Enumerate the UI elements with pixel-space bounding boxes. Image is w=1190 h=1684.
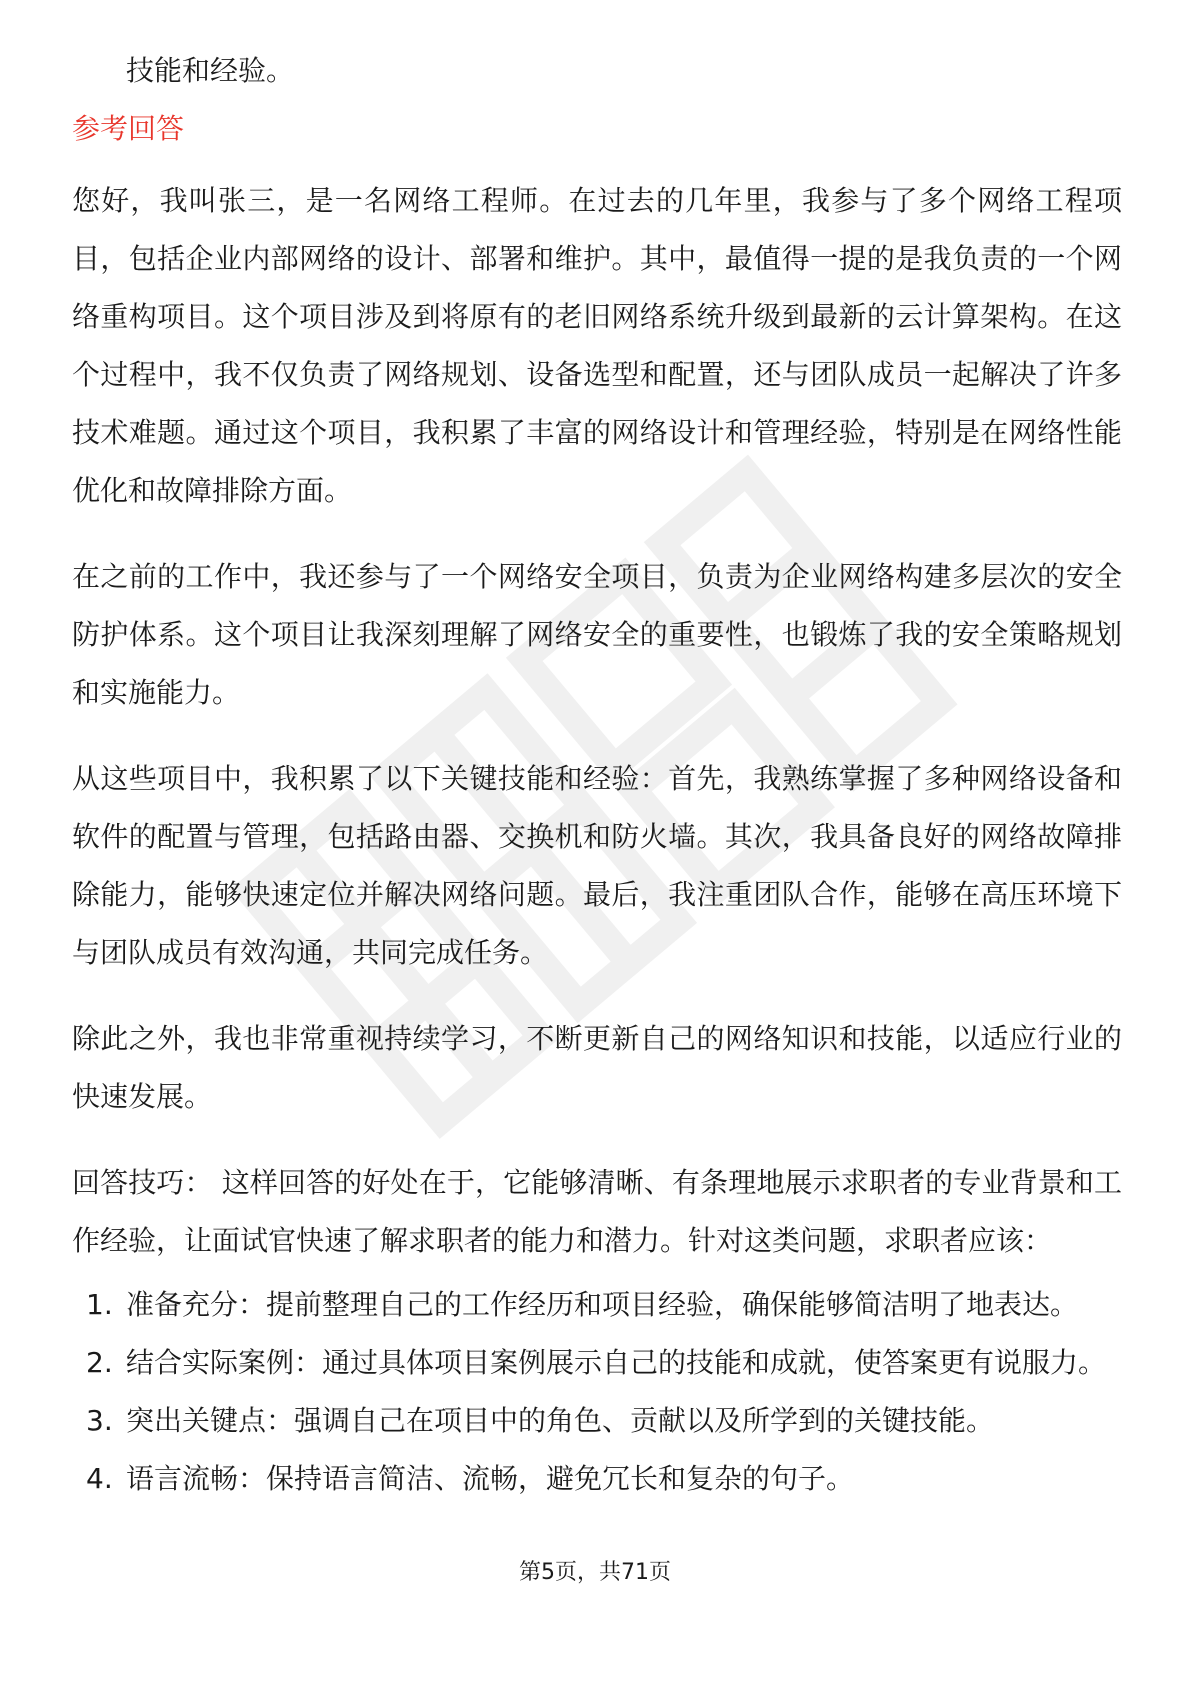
list-number: 3. xyxy=(86,1404,113,1437)
list-item xyxy=(72,1276,1122,1334)
section-heading: 参考回答 xyxy=(72,112,185,145)
tips-list xyxy=(72,1276,1122,1508)
paragraph-tips: 回答技巧： 这样回答的好处在于，它能够清晰、有条理地展示求职者的专业背景和工作经验，让面试官快速了解求职者的能力和潜力。针对这类问题，求职者应该： xyxy=(72,1166,1122,1257)
list-number: 2. xyxy=(86,1346,113,1379)
list-text: 准备充分：提前整理自己的工作经历和项目经验，确保能够简洁明了地表达。 xyxy=(126,1288,1079,1321)
document-body xyxy=(72,42,1122,1508)
paragraph-3: 从这些项目中，我积累了以下关键技能和经验：首先，我熟练掌握了多种网络设备和软件的配置与管理，包括路由器、交换机和防火墙。其次，我具备良好的网络故障排除能力，能够快速定位并解决网络问题。最后，我注重团队合作，能够在高压环境下与团队成员有效沟通，共同完成任务。 xyxy=(72,762,1122,969)
list-item xyxy=(72,1392,1122,1450)
continuation-text: 技能和经验。 xyxy=(126,54,295,87)
paragraph-2: 在之前的工作中，我还参与了一个网络安全项目，负责为企业网络构建多层次的安全防护体系。这个项目让我深刻理解了网络安全的重要性，也锻炼了我的安全策略规划和实施能力。 xyxy=(72,560,1122,709)
list-text: 突出关键点：强调自己在项目中的角色、贡献以及所学到的关键技能。 xyxy=(126,1404,995,1437)
paragraph-4: 除此之外，我也非常重视持续学习，不断更新自己的网络知识和技能，以适应行业的快速发展。 xyxy=(72,1022,1122,1113)
list-text: 结合实际案例：通过具体项目案例展示自己的技能和成就，使答案更有说服力。 xyxy=(126,1346,1107,1379)
list-text: 语言流畅：保持语言简洁、流畅，避免冗长和复杂的句子。 xyxy=(126,1462,855,1495)
paragraph-1: 您好，我叫张三，是一名网络工程师。在过去的几年里，我参与了多个网络工程项目，包括企业内部网络的设计、部署和维护。其中，最值得一提的是我负责的一个网络重构项目。这个项目涉及到将原有的老旧网络系统升级到最新的云计算架构。在这个过程中，我不仅负责了网络规划、设备选型和配置，还与团队成员一起解决了许多技术难题。通过这个项目，我积累了丰富的网络设计和管理经验，特别是在网络性能优化和故障排除方面。 xyxy=(72,184,1122,507)
list-item xyxy=(72,1334,1122,1392)
list-number: 4. xyxy=(86,1462,113,1495)
list-item xyxy=(72,1450,1122,1508)
page-footer: 第5页，共71页 xyxy=(519,1560,671,1585)
list-number: 1. xyxy=(86,1288,113,1321)
